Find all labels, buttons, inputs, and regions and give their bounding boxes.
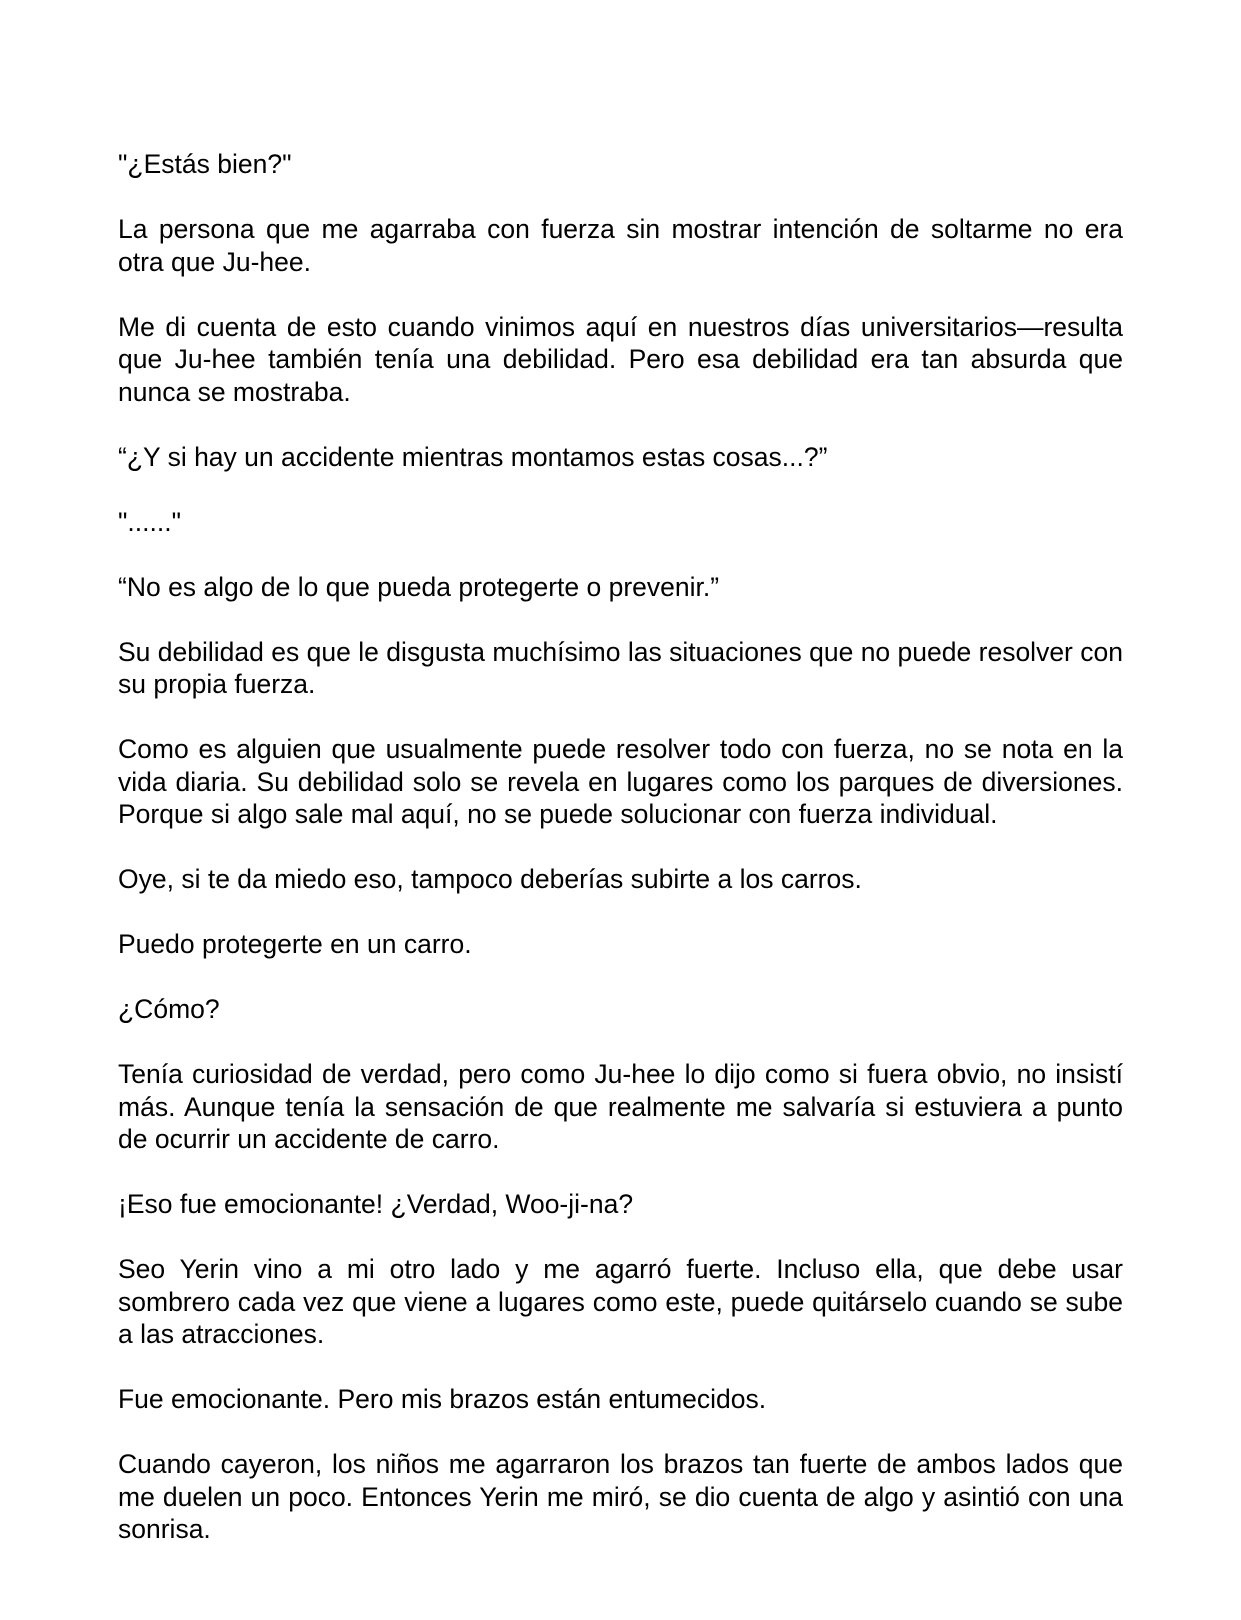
paragraph-12: Tenía curiosidad de verdad, pero como Ju-hee lo dijo como si fuera obvio, no insistí más. Aunque tenía la sensación de que realmente me salvaría si estuviera a punto de ocurrir un accidente de carro. [118, 1059, 1123, 1154]
paragraph-2: La persona que me agarraba con fuerza sin mostrar intención de soltarme no era otra que Ju-hee. [118, 214, 1123, 277]
paragraph-9: Oye, si te da miedo eso, tampoco deberías subirte a los carros. [118, 864, 862, 894]
paragraph-11: ¿Cómo? [118, 994, 220, 1024]
paragraph-10: Puedo protegerte en un carro. [118, 929, 472, 959]
paragraph-6: “No es algo de lo que pueda protegerte o prevenir.” [118, 571, 720, 602]
paragraph-7: Su debilidad es que le disgusta muchísimo las situaciones que no puede resolver con su propia fuerza. [118, 636, 1123, 699]
paragraph-14: Seo Yerin vino a mi otro lado y me agarró fuerte. Incluso ella, que debe usar sombrero cada vez que viene a lugares como este, puede quitárselo cuando se sube a las atracciones. [118, 1254, 1123, 1349]
paragraph-5: "......" [118, 506, 181, 537]
paragraph-16: Cuando cayeron, los niños me agarraron los brazos tan fuerte de ambos lados que me duelen un poco. Entonces Yerin me miró, se dio cuenta de algo y asintió con una sonrisa. [118, 1449, 1123, 1544]
document-body [118, 148, 1123, 1578]
paragraph-15: Fue emocionante. Pero mis brazos están entumecidos. [118, 1384, 767, 1414]
paragraph-1: "¿Estás bien?" [118, 149, 292, 179]
paragraph-13: ¡Eso fue emocionante! ¿Verdad, Woo-ji-na? [118, 1189, 634, 1219]
paragraph-8: Como es alguien que usualmente puede resolver todo con fuerza, no se nota en la vida diaria. Su debilidad solo se revela en lugares como los parques de diversiones. Porque si algo sale mal aquí, no se puede solucionar con fuerza individual. [118, 734, 1123, 829]
paragraph-3: Me di cuenta de esto cuando vinimos aquí en nuestros días universitarios—resulta que Ju-hee también tenía una debilidad. Pero esa debilidad era tan absurda que nunca se mostraba. [118, 311, 1123, 407]
paragraph-4: “¿Y si hay un accidente mientras montamos estas cosas...?” [118, 441, 828, 472]
